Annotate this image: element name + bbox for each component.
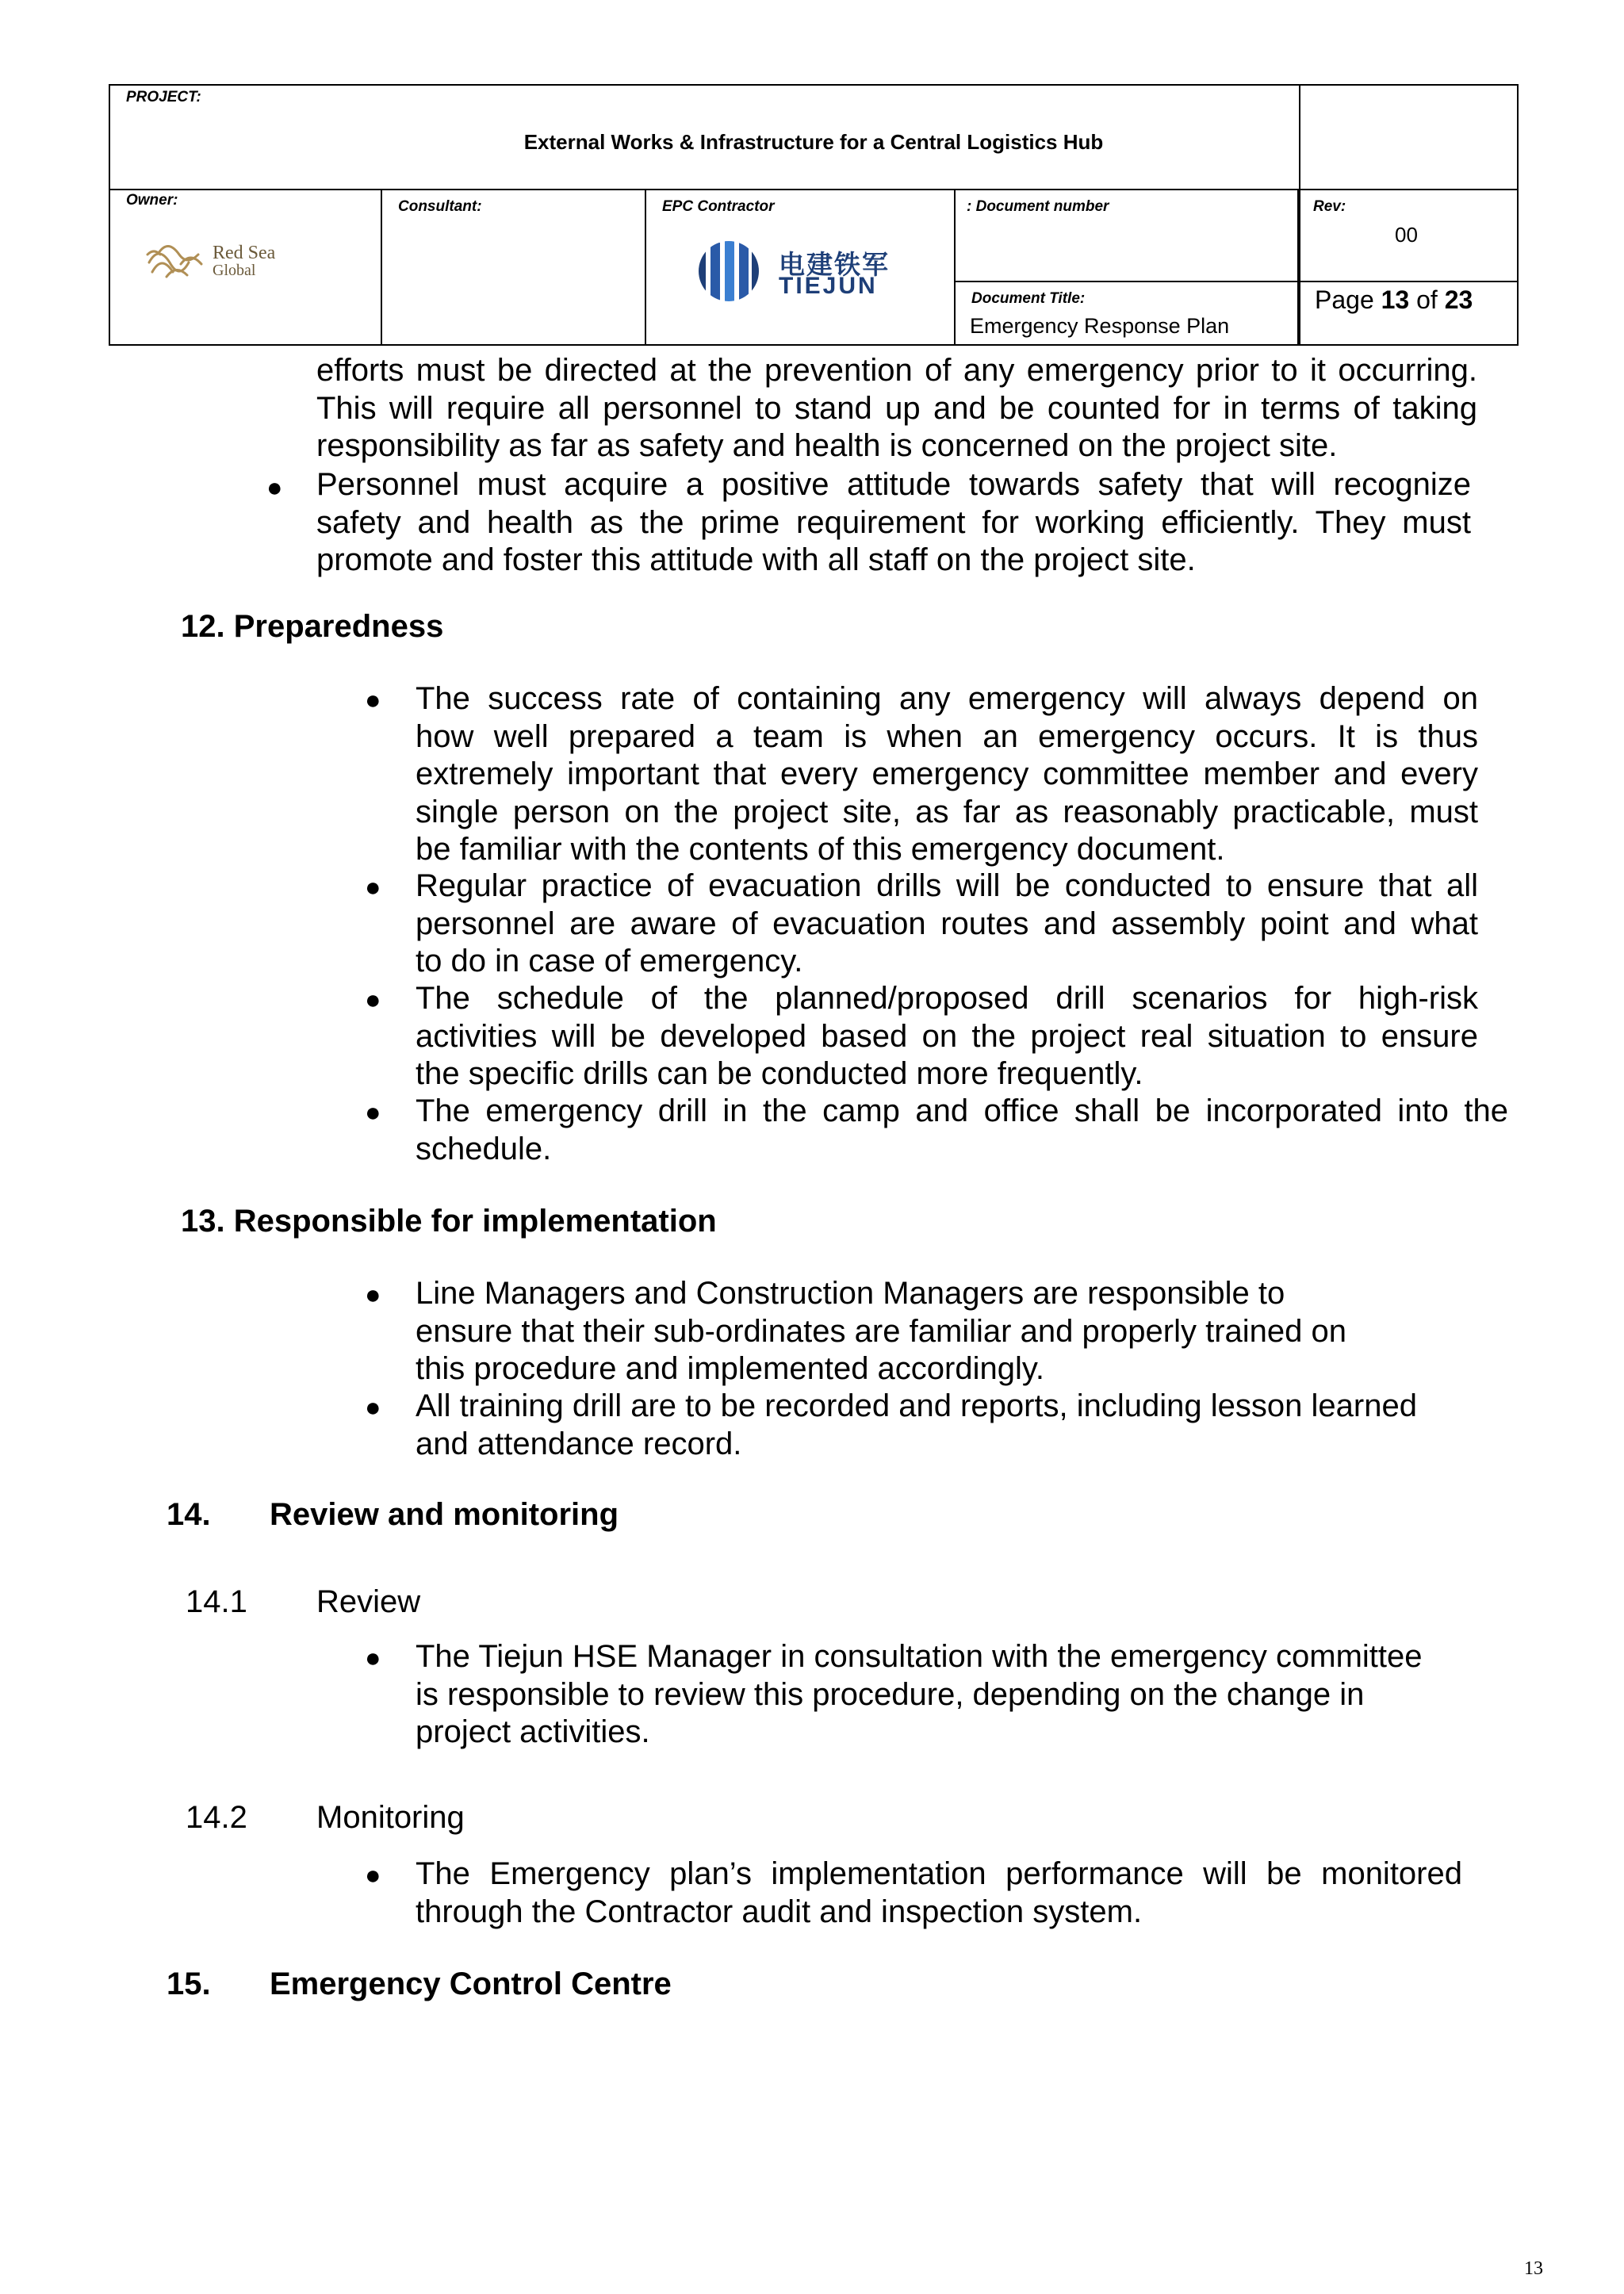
bullet-icon: ● <box>365 1097 381 1128</box>
section-14-1-title: Review <box>316 1584 421 1619</box>
section-13-heading: 13. Responsible for implementation <box>181 1204 717 1239</box>
section-12-bullet-3 <box>416 980 1478 1093</box>
rev-label: Rev: <box>1313 198 1346 215</box>
page-word: Page <box>1315 285 1374 314</box>
text-line: single person on the project site, as far as reasonably practicable, must <box>416 794 1478 829</box>
text-line: personnel are aware of evacuation routes and assembly point and what <box>416 906 1478 941</box>
intro-paragraph-1 <box>316 352 1477 465</box>
text-line: Personnel must acquire a positive attitude towards safety that will recognize <box>316 467 1471 502</box>
text-line: schedule. <box>416 1131 552 1166</box>
text-line: be familiar with the contents of this emergency document. <box>416 832 1225 867</box>
text-line: promote and foster this attitude with all staff on the project site. <box>316 542 1196 577</box>
text-line: The success rate of containing any emergency will always depend on <box>416 681 1478 716</box>
project-row <box>110 86 1517 190</box>
bullet-icon: ● <box>365 1643 381 1673</box>
tiejun-logo-icon <box>695 239 763 303</box>
page-total: 23 <box>1444 285 1473 314</box>
text-line: activities will be developed based on the project real situation to ensure <box>416 1018 1478 1054</box>
bullet-icon: ● <box>365 1392 381 1423</box>
text-line: safety and health as the prime requirement for working efficiently. They must <box>316 504 1471 540</box>
consultant-cell <box>382 190 646 346</box>
section-15-heading: Emergency Control Centre <box>270 1967 672 2001</box>
text-line: The Tiejun HSE Manager in consultation with the emergency committee <box>416 1639 1423 1674</box>
owner-label: Owner: <box>126 192 178 209</box>
section-12-bullet-1 <box>416 680 1478 869</box>
text-line: All training drill are to be recorded and reports, including lesson learned <box>416 1388 1417 1423</box>
text-line: how well prepared a team is when an emergency occurs. It is thus <box>416 718 1478 754</box>
text-line: this procedure and implemented accordingly. <box>416 1351 1045 1386</box>
rev-cell-divider <box>1299 281 1517 282</box>
tiejun-logo-english: TIEJUN <box>779 273 878 299</box>
section-14-heading: Review and monitoring <box>270 1497 619 1532</box>
bullet-icon: ● <box>365 872 381 902</box>
bullet-icon: ● <box>365 1280 381 1310</box>
text-line: The emergency drill in the camp and office shall be incorporated into the <box>416 1093 1508 1128</box>
text-line: to do in case of emergency. <box>416 944 803 978</box>
epc-label: EPC Contractor <box>662 198 775 215</box>
rev-left-border <box>1299 86 1300 344</box>
section-12-bullet-2 <box>416 867 1478 981</box>
project-title: External Works & Infrastructure for a Central Logistics Hub <box>523 130 1104 154</box>
text-line: the specific drills can be conducted more frequently. <box>416 1056 1143 1091</box>
project-label: PROJECT: <box>126 89 201 105</box>
text-line: efforts must be directed at the prevention of any emergency prior to it occurring. <box>316 353 1477 388</box>
page-counter <box>1315 285 1473 315</box>
document-header-table <box>109 84 1519 346</box>
text-line: ensure that their sub-ordinates are familiar and properly trained on <box>416 1313 1346 1349</box>
text-line: Line Managers and Construction Managers are responsible to <box>416 1276 1285 1311</box>
section-14-1-bullet-1 <box>416 1638 1478 1752</box>
page-of-word: of <box>1416 285 1438 314</box>
bullet-icon: ● <box>266 473 283 503</box>
owner-logo-line1: Red Sea <box>213 243 276 263</box>
owner-logo-line2: Global <box>213 262 256 279</box>
text-line: This will require all personnel to stand up and be counted for in terms of taking <box>316 390 1477 426</box>
document-number-label: : Document number <box>967 198 1109 215</box>
text-line: responsibility as far as safety and health is concerned on the project site. <box>316 428 1338 463</box>
bullet-icon: ● <box>365 685 381 715</box>
text-line: through the Contractor audit and inspection system. <box>416 1894 1143 1929</box>
red-sea-global-logo-icon <box>143 240 208 285</box>
document-cell-divider <box>956 281 1297 282</box>
section-14-2-bullet-1 <box>416 1855 1462 1931</box>
section-15-number: 15. <box>167 1967 211 2001</box>
section-14-2-title: Monitoring <box>316 1800 465 1835</box>
text-line: project activities. <box>416 1714 650 1749</box>
text-line: extremely important that every emergency committee member and every <box>416 756 1478 791</box>
text-line: The schedule of the planned/proposed drill scenarios for high-risk <box>416 981 1478 1016</box>
red-sea-global-logo-text <box>213 244 275 279</box>
section-13-bullet-2 <box>416 1388 1478 1463</box>
section-13-bullet-1 <box>416 1275 1478 1388</box>
text-line: is responsible to review this procedure, depending on the change in <box>416 1676 1365 1712</box>
bullet-icon: ● <box>365 1860 381 1890</box>
section-14-2-number: 14.2 <box>186 1800 247 1835</box>
page-current: 13 <box>1381 285 1410 314</box>
text-line: and attendance record. <box>416 1426 742 1461</box>
section-14-1-number: 14.1 <box>186 1584 247 1619</box>
text-line: Regular practice of evacuation drills will be conducted to ensure that all <box>416 868 1478 903</box>
document-title-label: Document Title: <box>971 290 1086 307</box>
consultant-label: Consultant: <box>398 198 482 215</box>
section-14-number: 14. <box>167 1497 211 1532</box>
section-12-bullet-4 <box>416 1093 1508 1168</box>
document-title-value: Emergency Response Plan <box>970 314 1230 338</box>
bullet-icon: ● <box>365 985 381 1015</box>
text-line: The Emergency plan’s implementation performance will be monitored <box>416 1856 1462 1891</box>
rev-value: 00 <box>1395 223 1418 247</box>
intro-paragraph-2 <box>316 466 1471 580</box>
footer-page-number: 13 <box>1524 2258 1543 2279</box>
tiejun-logo-chinese: 电建铁军 <box>779 250 890 279</box>
rev-cell <box>1299 190 1517 346</box>
section-12-heading: 12. Preparedness <box>181 609 444 644</box>
